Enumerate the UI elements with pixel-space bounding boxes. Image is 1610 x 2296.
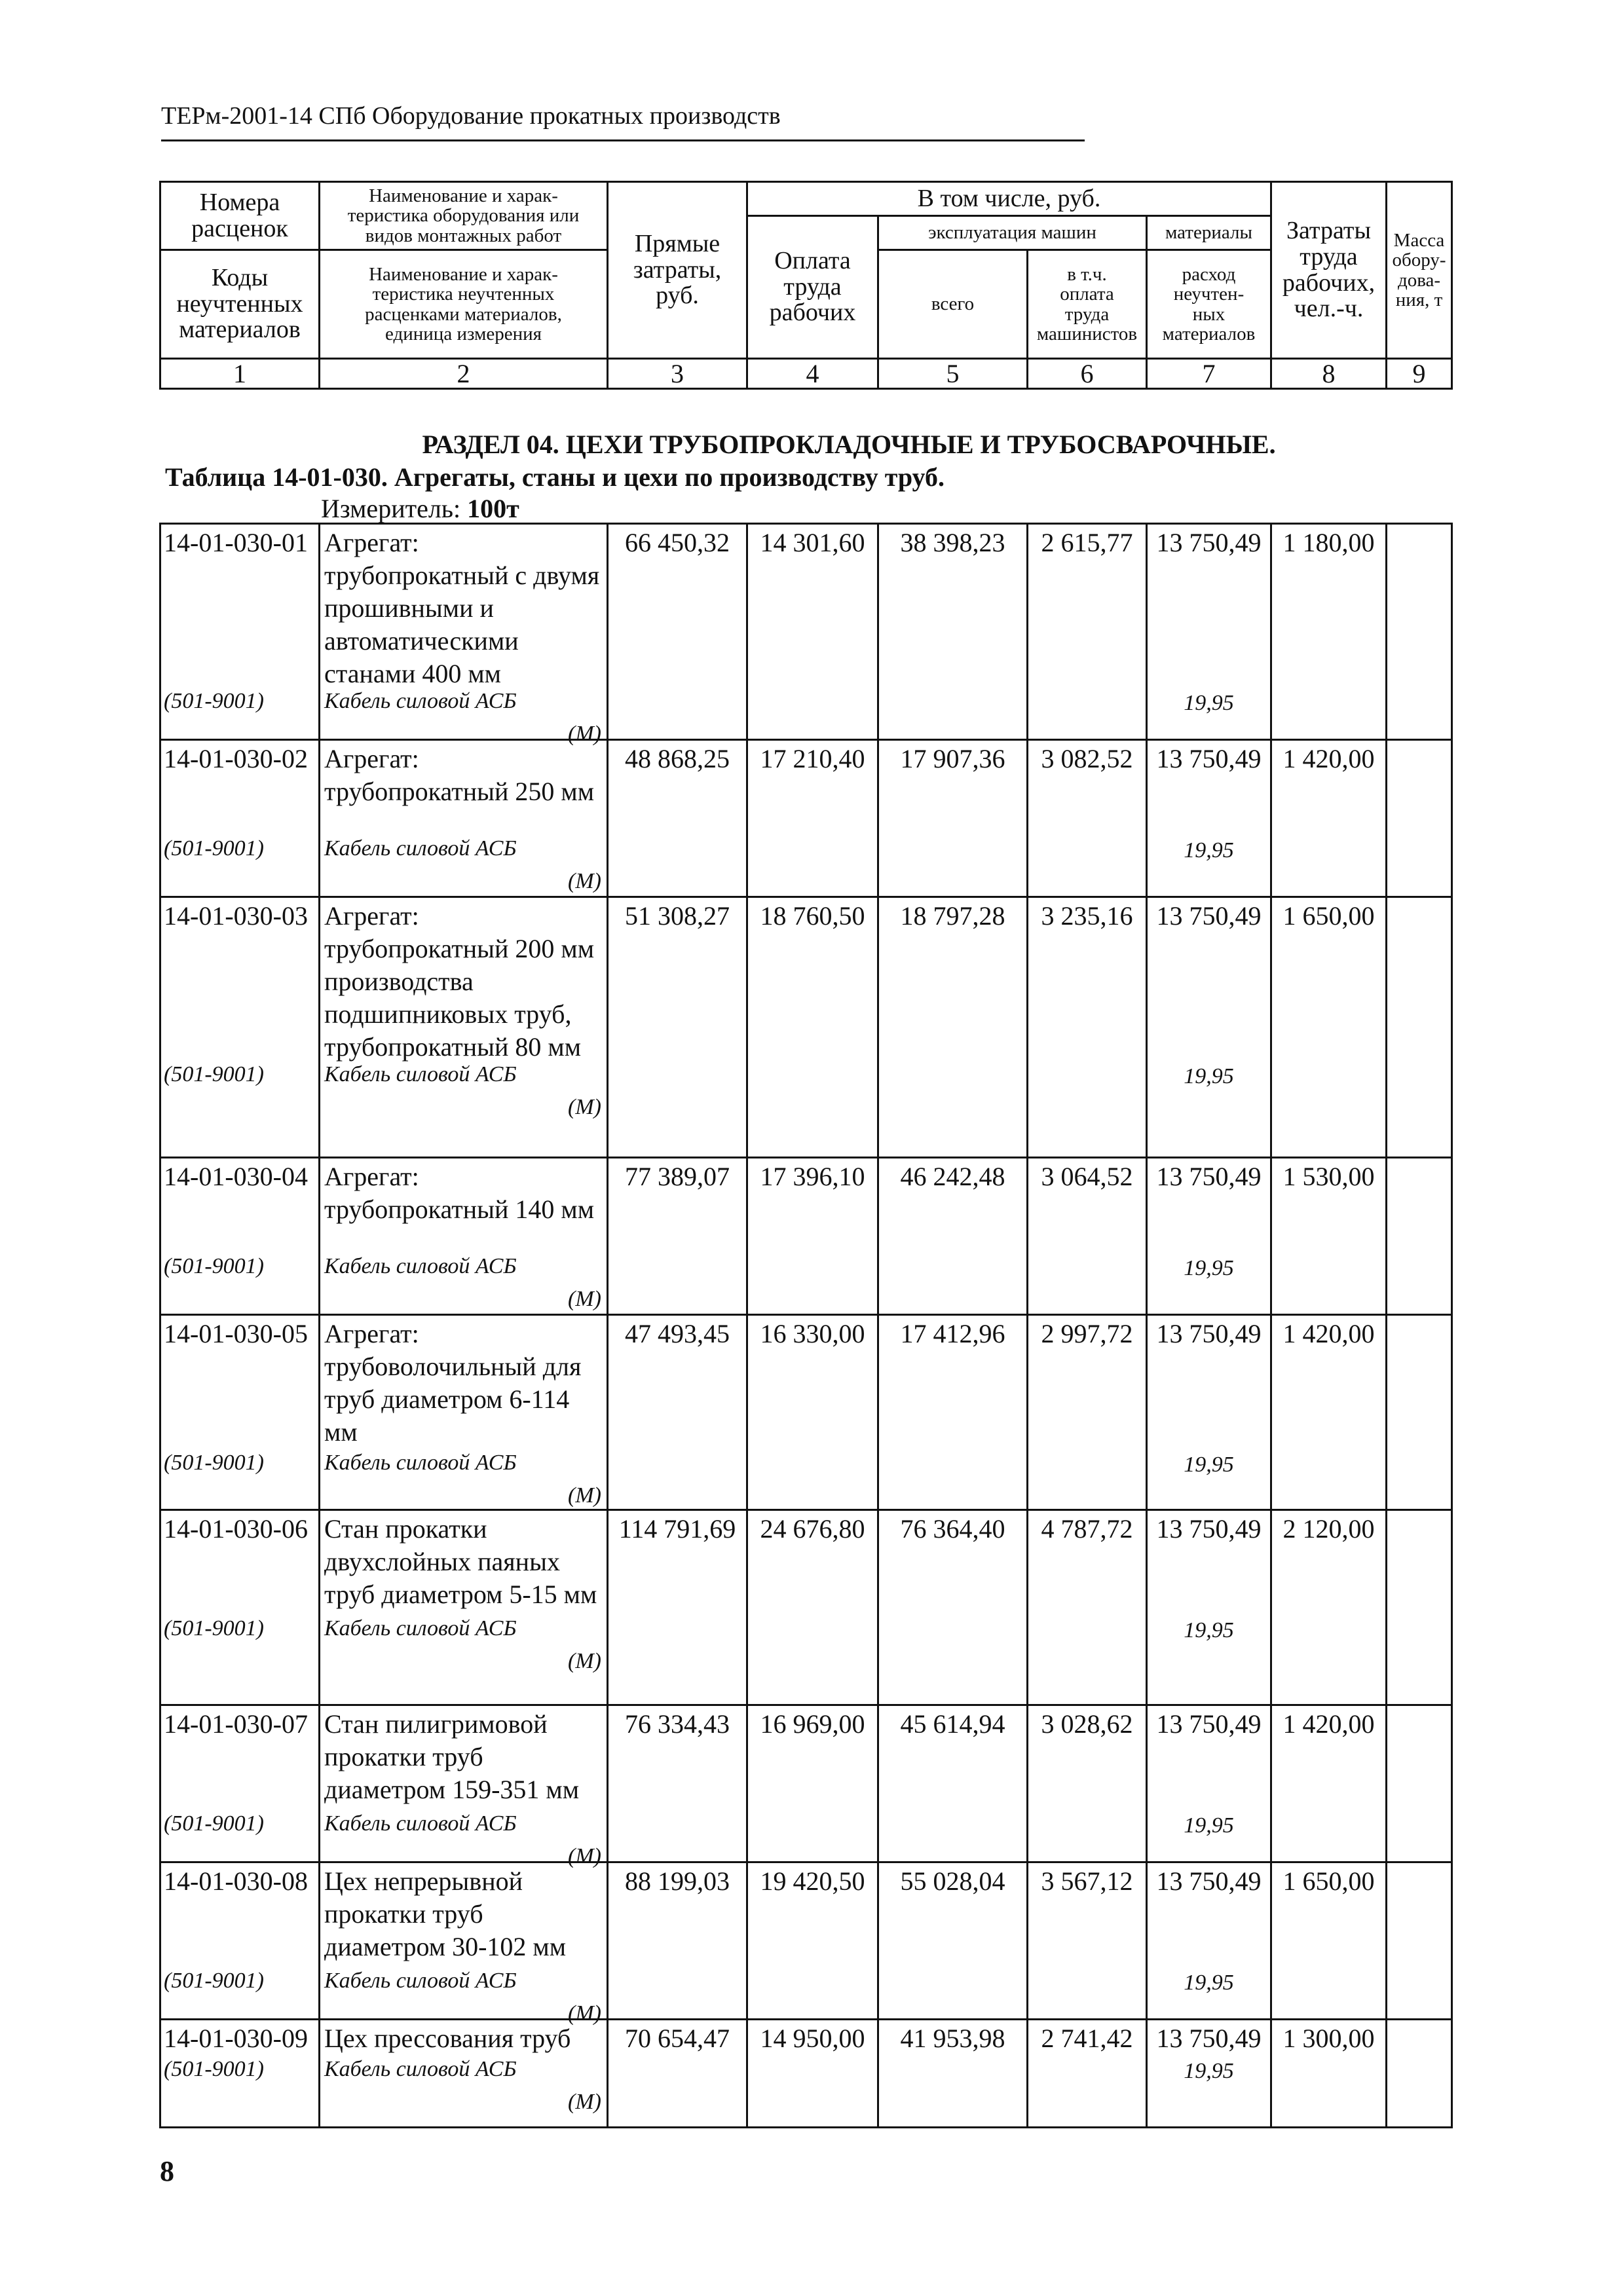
price-code: 14-01-030-01 [164, 528, 308, 557]
material-unit: (М) [568, 2001, 601, 2026]
machines-total-cell: 38 398,23 [878, 524, 1028, 740]
header-materials: материалы [1147, 216, 1271, 250]
machines-total-cell: 45 614,94 [878, 1705, 1028, 1862]
work-name-cell [320, 2020, 608, 2128]
work-name-line: Стан прокатки [324, 1514, 487, 1544]
equipment-mass-cell [1387, 2020, 1452, 2128]
materials-value: 13 750,49 [1156, 1319, 1262, 1348]
labor-hours-cell: 1 650,00 [1271, 1862, 1387, 2020]
price-code-cell [160, 897, 320, 1158]
materials-cell [1147, 1705, 1271, 1862]
header-rule [161, 139, 1085, 141]
labor-hours-cell: 2 120,00 [1271, 1510, 1387, 1705]
equipment-mass-cell [1387, 1862, 1452, 2020]
material-code: (501-9001) [164, 689, 264, 713]
work-name-line: трубопрокатный 80 мм [324, 1032, 582, 1062]
materials-cell [1147, 1862, 1271, 2020]
materials-value: 13 750,49 [1156, 1162, 1262, 1191]
header-direct-costs: Прямые затраты, руб. [608, 182, 747, 359]
direct-costs-cell: 70 654,47 [608, 2020, 747, 2128]
machinists-pay-cell: 3 064,52 [1028, 1158, 1147, 1315]
equipment-mass-cell [1387, 897, 1452, 1158]
material-name: Кабель силовой АСБ [324, 1062, 517, 1086]
price-code-cell [160, 1705, 320, 1862]
price-code: 14-01-030-07 [164, 1709, 308, 1739]
materials-value: 13 750,49 [1156, 744, 1262, 773]
material-unit: (М) [568, 1287, 601, 1311]
work-name-line: производства [324, 967, 474, 996]
equipment-mass-cell [1387, 524, 1452, 740]
work-name-line: Цех непрерывной [324, 1866, 523, 1896]
prices-table [159, 523, 1453, 2128]
machinists-pay-cell: 3 235,16 [1028, 897, 1147, 1158]
price-code-cell [160, 1158, 320, 1315]
material-consumption: 19,95 [1184, 1813, 1234, 1838]
material-unit: (М) [568, 869, 601, 893]
material-code: (501-9001) [164, 1811, 264, 1836]
machines-total-cell: 18 797,28 [878, 897, 1028, 1158]
price-code: 14-01-030-03 [164, 901, 308, 931]
machines-total-cell: 46 242,48 [878, 1158, 1028, 1315]
material-name: Кабель силовой АСБ [324, 1969, 517, 1993]
work-name-line: подшипниковых труб, [324, 999, 572, 1029]
material-consumption: 19,95 [1184, 1971, 1234, 1995]
column-number: 8 [1271, 359, 1387, 389]
work-name-line: трубопрокатный 200 мм [324, 934, 595, 963]
work-name-line: Цех прессования труб [324, 2024, 571, 2053]
price-code-cell [160, 1315, 320, 1510]
work-name-cell [320, 1158, 608, 1315]
materials-value: 13 750,49 [1156, 901, 1262, 931]
labor-hours-cell: 1 420,00 [1271, 1315, 1387, 1510]
machinists-pay-cell: 2 741,42 [1028, 2020, 1147, 2128]
header-labor-hours: Затраты труда рабочих, чел.-ч. [1271, 182, 1387, 359]
table-row [160, 1510, 1452, 1705]
table-row [160, 1705, 1452, 1862]
labor-hours-cell: 1 420,00 [1271, 740, 1387, 897]
material-unit: (М) [568, 2090, 601, 2114]
measure-unit: Измеритель: 100т [321, 494, 519, 523]
material-unit: (М) [568, 722, 601, 746]
header-codes: Номера расценок [160, 182, 320, 250]
material-code: (501-9001) [164, 1451, 264, 1475]
machinists-pay-cell: 2 997,72 [1028, 1315, 1147, 1510]
work-name-line: прошивными и [324, 593, 494, 623]
material-code: (501-9001) [164, 1062, 264, 1086]
worker-pay-cell: 16 330,00 [747, 1315, 878, 1510]
material-consumption: 19,95 [1184, 1453, 1234, 1477]
price-code-cell [160, 1862, 320, 2020]
column-number: 2 [320, 359, 608, 389]
direct-costs-cell: 51 308,27 [608, 897, 747, 1158]
page-number: 8 [160, 2155, 174, 2187]
table-row [160, 1158, 1452, 1315]
table-row [160, 897, 1452, 1158]
header-work-name: Наименование и харак- теристика оборудования или видов монтажных работ [320, 182, 608, 250]
direct-costs-cell: 77 389,07 [608, 1158, 747, 1315]
machines-total-cell: 17 412,96 [878, 1315, 1028, 1510]
labor-hours-cell: 1 530,00 [1271, 1158, 1387, 1315]
direct-costs-cell: 66 450,32 [608, 524, 747, 740]
work-name-cell [320, 1862, 608, 2026]
table-row [160, 740, 1452, 897]
materials-cell [1147, 2020, 1271, 2128]
work-name-line: диаметром 159-351 мм [324, 1775, 580, 1804]
direct-costs-cell: 48 868,25 [608, 740, 747, 897]
price-code-cell [160, 740, 320, 897]
work-name-line: автоматическими [324, 626, 519, 656]
work-name-line: труб диаметром 6-114 [324, 1384, 570, 1414]
header-equipment-mass: Масса обору- дова- ния, т [1387, 182, 1452, 359]
work-name-line: двухслойных паяных [324, 1547, 560, 1576]
header-material-codes: Коды неучтенных материалов [160, 250, 320, 359]
material-code: (501-9001) [164, 2057, 264, 2081]
work-name-cell [320, 1705, 608, 1868]
material-code: (501-9001) [164, 836, 264, 861]
material-name: Кабель силовой АСБ [324, 1451, 517, 1475]
direct-costs-cell: 88 199,03 [608, 1862, 747, 2020]
material-consumption: 19,95 [1184, 691, 1234, 715]
machines-total-cell: 17 907,36 [878, 740, 1028, 897]
price-code: 14-01-030-08 [164, 1866, 308, 1896]
work-name-line: Агрегат: [324, 744, 419, 773]
header-material-name: Наименование и харак- теристика неучтенных расценками материалов, единица измерения [320, 250, 608, 359]
materials-value: 13 750,49 [1156, 1514, 1262, 1544]
material-code: (501-9001) [164, 1969, 264, 1993]
column-number: 1 [160, 359, 320, 389]
materials-value: 13 750,49 [1156, 1709, 1262, 1739]
header-machines: эксплуатация машин [878, 216, 1147, 250]
price-code: 14-01-030-02 [164, 744, 308, 773]
work-name-line: прокатки труб [324, 1742, 483, 1771]
price-code: 14-01-030-09 [164, 2024, 308, 2053]
equipment-mass-cell [1387, 1315, 1452, 1510]
material-name: Кабель силовой АСБ [324, 2057, 517, 2081]
worker-pay-cell: 14 950,00 [747, 2020, 878, 2128]
worker-pay-cell: 18 760,50 [747, 897, 878, 1158]
labor-hours-cell: 1 650,00 [1271, 897, 1387, 1158]
labor-hours-cell: 1 300,00 [1271, 2020, 1387, 2128]
price-code: 14-01-030-06 [164, 1514, 308, 1544]
machinists-pay-cell: 3 567,12 [1028, 1862, 1147, 2020]
table-row [160, 1862, 1452, 2020]
header-including: В том числе, руб. [747, 182, 1271, 216]
column-number: 9 [1387, 359, 1452, 389]
price-code: 14-01-030-05 [164, 1319, 308, 1348]
material-code: (501-9001) [164, 1254, 264, 1278]
material-unit: (М) [568, 1483, 601, 1508]
column-number: 4 [747, 359, 878, 389]
direct-costs-cell: 47 493,45 [608, 1315, 747, 1510]
labor-hours-cell: 1 420,00 [1271, 1705, 1387, 1862]
material-name: Кабель силовой АСБ [324, 1811, 517, 1836]
worker-pay-cell: 14 301,60 [747, 524, 878, 740]
equipment-mass-cell [1387, 1705, 1452, 1862]
column-number: 7 [1147, 359, 1271, 389]
header-worker-pay: Оплата труда рабочих [747, 216, 878, 359]
material-unit: (М) [568, 1649, 601, 1673]
material-consumption: 19,95 [1184, 1618, 1234, 1642]
materials-cell [1147, 1510, 1271, 1705]
section-title: РАЗДЕЛ 04. ЦЕХИ ТРУБОПРОКЛАДОЧНЫЕ И ТРУБОСВАРОЧНЫЕ. [422, 430, 1276, 459]
material-name: Кабель силовой АСБ [324, 1616, 517, 1640]
equipment-mass-cell [1387, 1510, 1452, 1705]
price-code-cell [160, 1510, 320, 1705]
work-name-line: трубопрокатный с двумя [324, 561, 600, 590]
work-name-line: прокатки труб [324, 1899, 483, 1929]
header-machines-total: всего [878, 250, 1028, 359]
work-name-line: трубопрокатный 250 мм [324, 777, 595, 806]
direct-costs-cell: 76 334,43 [608, 1705, 747, 1862]
work-name-line: Агрегат: [324, 528, 419, 557]
machines-total-cell: 55 028,04 [878, 1862, 1028, 2020]
machinists-pay-cell: 3 028,62 [1028, 1705, 1147, 1862]
work-name-line: Стан пилигримовой [324, 1709, 548, 1739]
material-unit: (М) [568, 1844, 601, 1868]
worker-pay-cell: 19 420,50 [747, 1862, 878, 2020]
materials-value: 13 750,49 [1156, 2024, 1262, 2053]
equipment-mass-cell [1387, 1158, 1452, 1315]
column-number: 5 [878, 359, 1028, 389]
equipment-mass-cell [1387, 740, 1452, 897]
price-code-cell [160, 524, 320, 740]
header-machinists-pay: в т.ч. оплата труда машинистов [1028, 250, 1147, 359]
work-name-line: труб диаметром 5-15 мм [324, 1580, 597, 1609]
material-consumption: 19,95 [1184, 1064, 1234, 1088]
work-name-cell [320, 897, 608, 1158]
work-name-cell [320, 524, 608, 746]
materials-value: 13 750,49 [1156, 1866, 1262, 1896]
column-number: 3 [608, 359, 747, 389]
work-name-cell [320, 1315, 608, 1510]
materials-cell [1147, 1315, 1271, 1510]
price-code: 14-01-030-04 [164, 1162, 308, 1191]
work-name-line: Агрегат: [324, 901, 419, 931]
price-code-cell [160, 2020, 320, 2128]
material-consumption: 19,95 [1184, 1256, 1234, 1280]
materials-cell [1147, 1158, 1271, 1315]
material-name: Кабель силовой АСБ [324, 836, 517, 861]
table-row [160, 1315, 1452, 1510]
worker-pay-cell: 17 210,40 [747, 740, 878, 897]
column-number: 6 [1028, 359, 1147, 389]
table-title: Таблица 14-01-030. Агрегаты, станы и цехи по производству труб. [165, 462, 945, 492]
work-name-cell [320, 740, 608, 897]
materials-value: 13 750,49 [1156, 528, 1262, 557]
machinists-pay-cell: 2 615,77 [1028, 524, 1147, 740]
work-name-line: мм [324, 1417, 358, 1447]
material-unit: (М) [568, 1095, 601, 1119]
table-row [160, 2020, 1452, 2128]
material-name: Кабель силовой АСБ [324, 1254, 517, 1278]
worker-pay-cell: 24 676,80 [747, 1510, 878, 1705]
direct-costs-cell: 114 791,69 [608, 1510, 747, 1705]
work-name-line: Агрегат: [324, 1319, 419, 1348]
machines-total-cell: 41 953,98 [878, 2020, 1028, 2128]
work-name-line: Агрегат: [324, 1162, 419, 1191]
material-consumption: 19,95 [1184, 838, 1234, 862]
worker-pay-cell: 16 969,00 [747, 1705, 878, 1862]
material-code: (501-9001) [164, 1616, 264, 1640]
materials-cell [1147, 897, 1271, 1158]
machines-total-cell: 76 364,40 [878, 1510, 1028, 1705]
labor-hours-cell: 1 180,00 [1271, 524, 1387, 740]
column-header-table [159, 181, 1453, 390]
work-name-cell [320, 1510, 608, 1705]
materials-cell [1147, 524, 1271, 740]
table-row [160, 524, 1452, 740]
document-header: ТЕРм-2001-14 СПб Оборудование прокатных производств [161, 102, 781, 130]
worker-pay-cell: 17 396,10 [747, 1158, 878, 1315]
work-name-line: трубопрокатный 140 мм [324, 1194, 595, 1224]
machinists-pay-cell: 4 787,72 [1028, 1510, 1147, 1705]
work-name-line: диаметром 30-102 мм [324, 1932, 567, 1961]
material-consumption: 19,95 [1184, 2059, 1234, 2083]
material-name: Кабель силовой АСБ [324, 689, 517, 713]
machinists-pay-cell: 3 082,52 [1028, 740, 1147, 897]
materials-cell [1147, 740, 1271, 897]
work-name-line: трубоволочильный для [324, 1352, 582, 1381]
work-name-line: станами 400 мм [324, 659, 501, 688]
header-unaccounted-materials: расход неучтен- ных материалов [1147, 250, 1271, 359]
